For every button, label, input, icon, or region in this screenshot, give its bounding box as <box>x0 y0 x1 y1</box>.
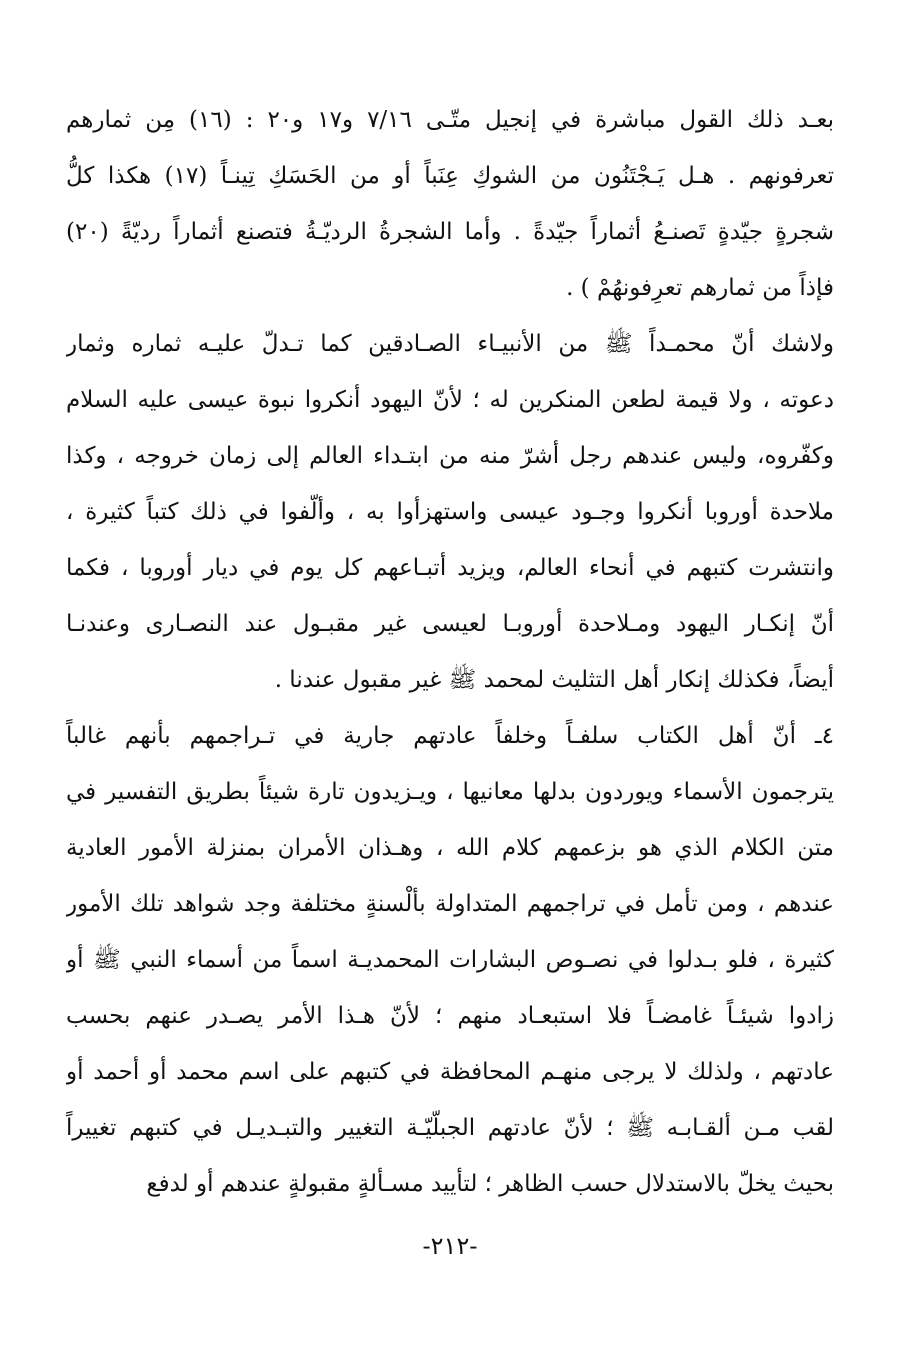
paragraph <box>66 316 834 708</box>
text-line: تعرفونهم . هـل يَـجْتَنُون من الشوكِ عِنَباً أو من الحَسَكِ تِينـاً (١٧) هكذا كلُّ <box>66 163 834 189</box>
paragraph <box>66 92 834 316</box>
text-line: بحيث يخلّ بالاستدلال حسب الظاهر ؛ لتأييد مسـألةٍ مقبولةٍ عندهم أو لدفع <box>146 1171 834 1197</box>
text-line: كثيرة ، فلو بـدلوا في نصـوص البشارات المحمديـة اسماً من أسماء النبي ﷺ أو <box>66 947 834 973</box>
text-line: متن الكلام الذي هو بزعمهم كلام الله ، وهـذان الأمران بمنزلة الأمور العادية <box>66 835 834 861</box>
text-line: يترجمون الأسماء ويوردون بدلها معانيها ، ويـزيدون تارة شيئاً بطريق التفسير في <box>66 779 834 805</box>
text-line: أيضاً، فكذلك إنكار أهل التثليث لمحمد ﷺ غير مقبول عندنا . <box>274 667 834 693</box>
text-line: ٤ـ أنّ أهل الكتاب سلفـاً وخلفاً عادتهم جارية في تـراجمهم بأنهم غالباً <box>66 723 834 749</box>
text-line: ملاحدة أوروبا أنكروا وجـود عيسى واستهزأوا به ، وألّفوا في ذلك كتباً كثيرة ، <box>66 499 834 525</box>
text-line: عندهم ، ومن تأمل في تراجمهم المتداولة بألْسنةٍ مختلفة وجد شواهد تلك الأمور <box>66 891 834 917</box>
text-line: ولاشك أنّ محمـداً ﷺ من الأنبيـاء الصـادقين كما تـدلّ عليـه ثماره وثمار <box>66 331 834 357</box>
body-text <box>66 92 834 1212</box>
text-line: أنّ إنكـار اليهود ومـلاحدة أوروبـا لعيسى غير مقبـول عند النصـارى وعندنـا <box>66 611 834 637</box>
page-number: -٢١٢- <box>422 1232 478 1260</box>
text-line: شجرةٍ جيّدةٍ تَصنـعُ أثماراً جيّدةً . وأما الشجرةُ الرديّـةُ فتصنع أثماراً رديّةً (٢٠) <box>66 219 834 245</box>
text-line: وانتشرت كتبهم في أنحاء العالم، ويزيد أتبـاعهم كل يوم في ديار أوروبا ، فكما <box>66 555 834 581</box>
text-line: لقب مـن ألقـابـه ﷺ ؛ لأنّ عادتهم الجبلّيّـة التغيير والتبـديـل في كتبهم تغييراً <box>66 1115 834 1141</box>
text-line: دعوته ، ولا قيمة لطعن المنكرين له ؛ لأنّ اليهود أنكروا نبوة عيسى عليه السلام <box>66 387 834 413</box>
text-line: عادتهم ، ولذلك لا يرجى منهـم المحافظة في كتبهم على اسم محمد أو أحمد أو <box>66 1059 834 1085</box>
paragraph <box>66 708 834 1212</box>
text-line: زادوا شيئـاً غامضـاً فلا استبعـاد منهم ؛ لأنّ هـذا الأمر يصـدر عنهم بحسب <box>66 1003 834 1029</box>
text-line: فإذاً من ثمارهم تعرِفونهُمْ ) . <box>566 275 834 301</box>
text-line: بعـد ذلك القول مباشرة في إنجيل متّـى ٧/١٦ و١٧ و٢٠ : (١٦) مِن ثمارهم <box>66 107 834 133</box>
text-line: وكفّروه، وليس عندهم رجل أشرّ منه من ابتـداء العالم إلى زمان خروجه ، وكذا <box>66 443 834 469</box>
